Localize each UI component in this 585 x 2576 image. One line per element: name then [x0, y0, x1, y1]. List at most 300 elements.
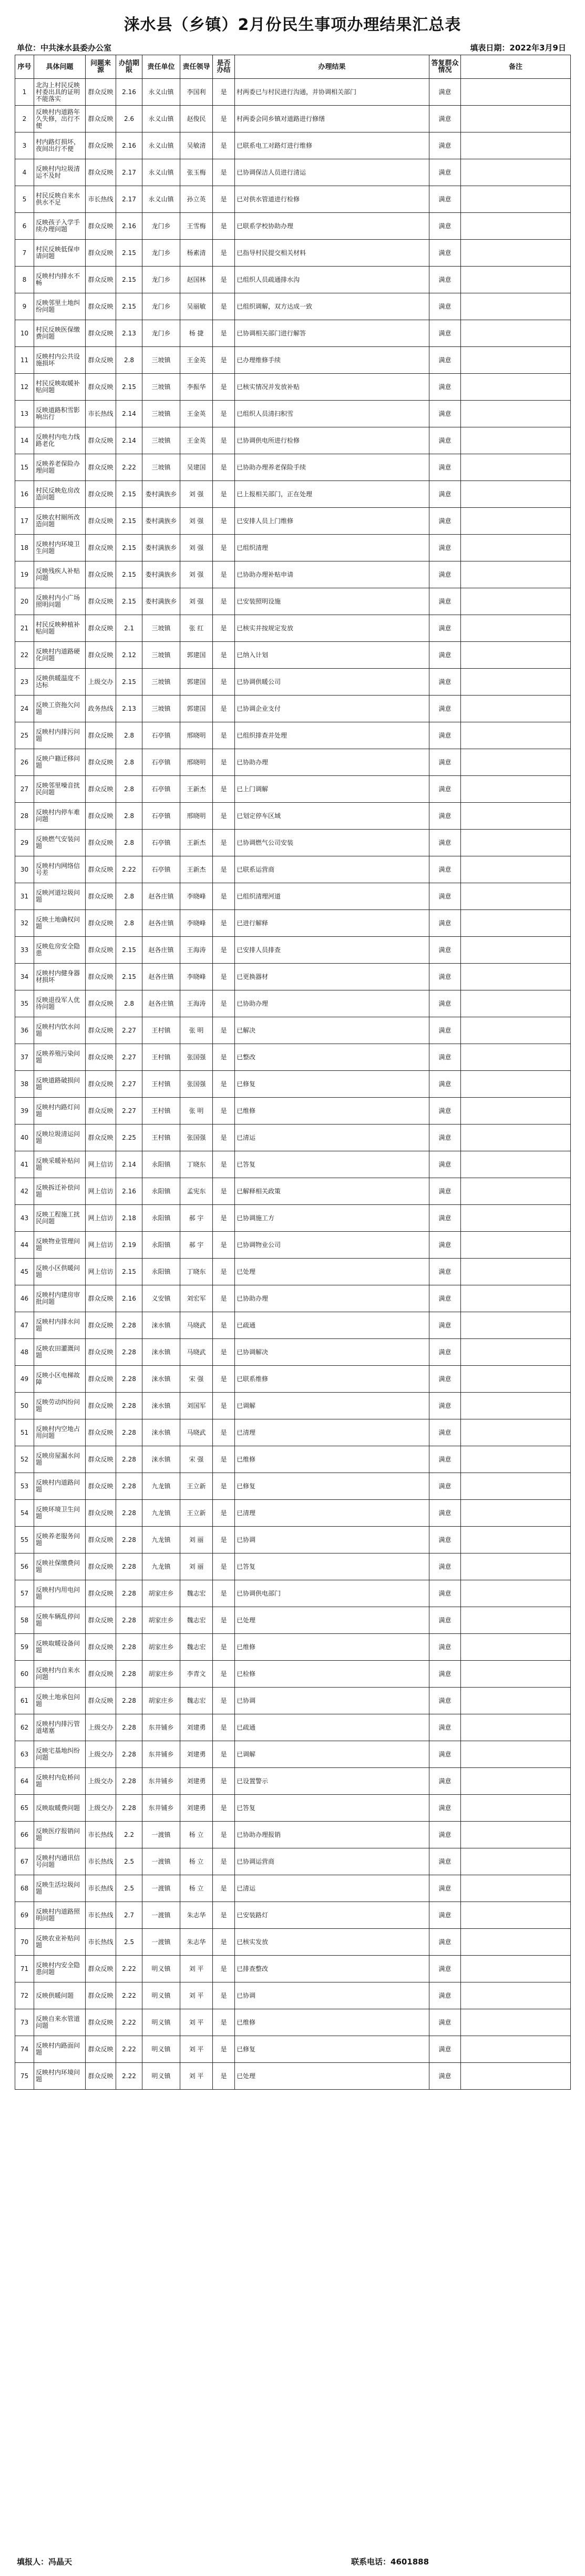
table-row	[15, 1178, 571, 1205]
cell-done: 是	[213, 937, 235, 964]
cell-reply: 满意	[429, 1688, 461, 1714]
cell-result: 已核实情况并发放补贴	[235, 374, 429, 401]
cell-source: 群众反映	[86, 910, 116, 937]
cell-unit: 胡家庄乡	[142, 1661, 180, 1688]
cell-done: 是	[213, 2009, 235, 2036]
cell-unit: 东井铺乡	[142, 1795, 180, 1822]
cell-leader: 孙立英	[180, 186, 213, 213]
cell-done: 是	[213, 1875, 235, 1902]
cell-deadline: 2.28	[116, 1553, 142, 1580]
cell-result: 已协调解决	[235, 1339, 429, 1366]
cell-reply: 满意	[429, 1419, 461, 1446]
cell-note	[461, 320, 571, 347]
cell-reply: 满意	[429, 883, 461, 910]
cell-note	[461, 696, 571, 722]
cell-deadline: 2.16	[116, 132, 142, 159]
contact-phone: 联系电话：4601888	[351, 2557, 429, 2567]
results-table	[15, 55, 571, 2090]
cell-note	[461, 1044, 571, 1071]
cell-unit: 永阳镇	[142, 1205, 180, 1232]
table-row	[15, 1580, 571, 1607]
cell-done: 是	[213, 1768, 235, 1795]
page-title: 涞水县（乡镇）2月份民生事项办理结果汇总表	[124, 16, 461, 34]
cell-unit: 明义镇	[142, 2063, 180, 2090]
cell-leader: 李晓峰	[180, 964, 213, 990]
cell-reply: 满意	[429, 1098, 461, 1125]
cell-deadline: 2.22	[116, 2063, 142, 2090]
table-row	[15, 776, 571, 803]
cell-reply: 满意	[429, 1446, 461, 1473]
cell-reply: 满意	[429, 856, 461, 883]
cell-note	[461, 106, 571, 132]
cell-done: 是	[213, 1419, 235, 1446]
cell-result: 已协助办理	[235, 1285, 429, 1312]
cell-leader: 张国强	[180, 1044, 213, 1071]
cell-note	[461, 79, 571, 106]
cell-unit: 龙门乡	[142, 293, 180, 320]
cell-note	[461, 588, 571, 615]
cell-note	[461, 1500, 571, 1527]
table-row	[15, 1259, 571, 1285]
table-header-row	[15, 55, 571, 79]
cell-leader: 邢晓明	[180, 749, 213, 776]
cell-source: 群众反映	[86, 2036, 116, 2063]
cell-result: 已答复	[235, 1795, 429, 1822]
cell-reply: 满意	[429, 132, 461, 159]
cell-unit: 永义山镇	[142, 106, 180, 132]
table-row	[15, 79, 571, 106]
cell-source: 群众反映	[86, 106, 116, 132]
cell-source: 政务热线	[86, 696, 116, 722]
cell-note	[461, 1151, 571, 1178]
cell-source: 网上信访	[86, 1178, 116, 1205]
table-row	[15, 1017, 571, 1044]
cell-note	[461, 937, 571, 964]
cell-reply: 满意	[429, 1768, 461, 1795]
cell-note	[461, 1285, 571, 1312]
table-row	[15, 1741, 571, 1768]
table-row	[15, 1848, 571, 1875]
cell-leader: 李晓峰	[180, 883, 213, 910]
cell-source: 群众反映	[86, 1634, 116, 1661]
cell-note	[461, 803, 571, 830]
cell-note	[461, 1312, 571, 1339]
cell-note	[461, 722, 571, 749]
cell-result: 已协调供电部门	[235, 1580, 429, 1607]
cell-leader: 丁晓东	[180, 1259, 213, 1285]
cell-result: 已协调燃气公司安装	[235, 830, 429, 856]
cell-deadline: 2.8	[116, 776, 142, 803]
cell-reply: 满意	[429, 1714, 461, 1741]
cell-reply: 满意	[429, 2036, 461, 2063]
cell-deadline: 2.28	[116, 1714, 142, 1741]
cell-leader: 郭建国	[180, 642, 213, 669]
table-row	[15, 1419, 571, 1446]
cell-note	[461, 1875, 571, 1902]
cell-issue: 反映河道垃圾问题	[34, 883, 86, 910]
cell-no: 7	[15, 240, 34, 267]
cell-source: 群众反映	[86, 1312, 116, 1339]
cell-note	[461, 1259, 571, 1285]
cell-unit: 东井铺乡	[142, 1741, 180, 1768]
cell-unit: 石亭镇	[142, 830, 180, 856]
cell-result: 已协调供电所进行检修	[235, 427, 429, 454]
cell-unit: 涞水镇	[142, 1393, 180, 1419]
cell-unit: 三坡镇	[142, 427, 180, 454]
cell-leader: 丁晓东	[180, 1151, 213, 1178]
table-row	[15, 1982, 571, 2009]
cell-unit: 永阳镇	[142, 1232, 180, 1259]
cell-leader: 王海涛	[180, 937, 213, 964]
cell-deadline: 2.8	[116, 990, 142, 1017]
cell-done: 是	[213, 910, 235, 937]
cell-note	[461, 1473, 571, 1500]
cell-reply: 满意	[429, 1607, 461, 1634]
cell-result: 已清理	[235, 1500, 429, 1527]
cell-no: 13	[15, 401, 34, 427]
cell-unit: 九龙镇	[142, 1553, 180, 1580]
cell-reply: 满意	[429, 293, 461, 320]
cell-deadline: 2.28	[116, 1607, 142, 1634]
cell-no: 28	[15, 803, 34, 830]
cell-note	[461, 1553, 571, 1580]
cell-issue: 反映供暖温度不达标	[34, 669, 86, 696]
cell-result: 已协调运营商	[235, 1848, 429, 1875]
cell-leader: 刘建勇	[180, 1741, 213, 1768]
cell-done: 是	[213, 213, 235, 240]
cell-done: 是	[213, 1125, 235, 1151]
cell-source: 市长热线	[86, 1902, 116, 1929]
table-row	[15, 320, 571, 347]
cell-result: 已修复	[235, 1473, 429, 1500]
cell-source: 市长热线	[86, 1929, 116, 1956]
cell-done: 是	[213, 1527, 235, 1553]
cell-reply: 满意	[429, 1232, 461, 1259]
cell-result: 已安装路灯	[235, 1902, 429, 1929]
table-row	[15, 1929, 571, 1956]
cell-issue: 反映村内危桥问题	[34, 1768, 86, 1795]
cell-source: 群众反映	[86, 79, 116, 106]
cell-no: 26	[15, 749, 34, 776]
cell-no: 24	[15, 696, 34, 722]
cell-no: 34	[15, 964, 34, 990]
cell-unit: 永阳镇	[142, 1259, 180, 1285]
table-row	[15, 1875, 571, 1902]
cell-result: 已清运	[235, 1875, 429, 1902]
cell-reply: 满意	[429, 722, 461, 749]
table-row	[15, 1768, 571, 1795]
cell-result: 已纳入计划	[235, 642, 429, 669]
cell-done: 是	[213, 1071, 235, 1098]
cell-unit: 王村镇	[142, 1017, 180, 1044]
cell-note	[461, 267, 571, 293]
cell-issue: 反映村内空地占用问题	[34, 1419, 86, 1446]
cell-done: 是	[213, 1553, 235, 1580]
cell-reply: 满意	[429, 1473, 461, 1500]
cell-deadline: 2.28	[116, 1473, 142, 1500]
table-row	[15, 1393, 571, 1419]
cell-done: 是	[213, 1232, 235, 1259]
cell-note	[461, 642, 571, 669]
cell-leader: 魏志宏	[180, 1634, 213, 1661]
cell-no: 70	[15, 1929, 34, 1956]
cell-deadline: 2.17	[116, 159, 142, 186]
table-row	[15, 990, 571, 1017]
cell-leader: 张 红	[180, 615, 213, 642]
cell-no: 55	[15, 1527, 34, 1553]
cell-reply: 满意	[429, 1017, 461, 1044]
cell-source: 群众反映	[86, 1580, 116, 1607]
cell-done: 是	[213, 159, 235, 186]
cell-leader: 魏志宏	[180, 1607, 213, 1634]
cell-reply: 满意	[429, 964, 461, 990]
cell-done: 是	[213, 588, 235, 615]
cell-no: 2	[15, 106, 34, 132]
cell-no: 8	[15, 267, 34, 293]
cell-unit: 赵各庄镇	[142, 910, 180, 937]
cell-no: 14	[15, 427, 34, 454]
cell-leader: 刘 强	[180, 535, 213, 561]
cell-deadline: 2.28	[116, 1688, 142, 1714]
cell-reply: 满意	[429, 213, 461, 240]
cell-result: 已协调	[235, 1688, 429, 1714]
cell-reply: 满意	[429, 267, 461, 293]
cell-done: 是	[213, 990, 235, 1017]
cell-leader: 郝 宇	[180, 1232, 213, 1259]
cell-no: 66	[15, 1822, 34, 1848]
cell-reply: 满意	[429, 1071, 461, 1098]
cell-unit: 明义镇	[142, 2036, 180, 2063]
cell-deadline: 2.27	[116, 1044, 142, 1071]
filler-name: 填报人：冯晶天	[17, 2557, 73, 2567]
cell-result: 已疏通	[235, 1714, 429, 1741]
cell-leader: 吴敏清	[180, 132, 213, 159]
cell-issue: 反映农田灌溉问题	[34, 1339, 86, 1366]
cell-issue: 反映生活垃圾问题	[34, 1875, 86, 1902]
table-row	[15, 159, 571, 186]
report-meta	[15, 39, 570, 55]
cell-deadline: 2.28	[116, 1527, 142, 1553]
cell-reply: 满意	[429, 1553, 461, 1580]
table-row	[15, 508, 571, 535]
table-row	[15, 267, 571, 293]
cell-leader: 王立新	[180, 1473, 213, 1500]
cell-issue: 村民反映医保缴费问题	[34, 320, 86, 347]
cell-no: 37	[15, 1044, 34, 1071]
cell-no: 32	[15, 910, 34, 937]
cell-issue: 反映村内公共设施损坏	[34, 347, 86, 374]
cell-source: 群众反映	[86, 1125, 116, 1151]
cell-reply: 满意	[429, 1312, 461, 1339]
cell-note	[461, 240, 571, 267]
cell-issue: 反映村内排污管道堵塞	[34, 1714, 86, 1741]
cell-result: 已安排人员上门维修	[235, 508, 429, 535]
cell-result: 已组织清理河道	[235, 883, 429, 910]
cell-reply: 满意	[429, 1902, 461, 1929]
table-row	[15, 293, 571, 320]
cell-reply: 满意	[429, 669, 461, 696]
cell-issue: 反映宅基地纠纷问题	[34, 1741, 86, 1768]
cell-result: 已组织人员疏通排水沟	[235, 267, 429, 293]
cell-leader: 刘 强	[180, 561, 213, 588]
cell-done: 是	[213, 240, 235, 267]
cell-note	[461, 1178, 571, 1205]
table-row	[15, 856, 571, 883]
cell-leader: 吴建国	[180, 454, 213, 481]
cell-leader: 王金英	[180, 347, 213, 374]
table-row	[15, 1688, 571, 1714]
cell-issue: 反映车辆乱停问题	[34, 1607, 86, 1634]
cell-note	[461, 1929, 571, 1956]
cell-source: 上级交办	[86, 669, 116, 696]
cell-note	[461, 1634, 571, 1661]
cell-reply: 满意	[429, 186, 461, 213]
table-row	[15, 2063, 571, 2090]
cell-unit: 一渡镇	[142, 1822, 180, 1848]
cell-issue: 反映农业补贴问题	[34, 1929, 86, 1956]
cell-done: 是	[213, 1500, 235, 1527]
cell-no: 29	[15, 830, 34, 856]
table-row	[15, 1661, 571, 1688]
cell-issue: 北沟上村民反映村委出具的证明不能落实	[34, 79, 86, 106]
cell-unit: 三坡镇	[142, 401, 180, 427]
cell-unit: 胡家庄乡	[142, 1607, 180, 1634]
cell-no: 60	[15, 1661, 34, 1688]
cell-reply: 满意	[429, 749, 461, 776]
table-row	[15, 535, 571, 561]
cell-unit: 石亭镇	[142, 776, 180, 803]
table-row	[15, 481, 571, 508]
cell-no: 64	[15, 1768, 34, 1795]
cell-reply: 满意	[429, 320, 461, 347]
cell-no: 57	[15, 1580, 34, 1607]
header-source: 问题来源	[86, 55, 116, 79]
cell-done: 是	[213, 883, 235, 910]
cell-unit: 永义山镇	[142, 159, 180, 186]
cell-reply: 满意	[429, 1125, 461, 1151]
cell-no: 58	[15, 1607, 34, 1634]
cell-unit: 三坡镇	[142, 696, 180, 722]
cell-leader: 张 明	[180, 1017, 213, 1044]
cell-issue: 反映村内排水问题	[34, 1312, 86, 1339]
cell-note	[461, 454, 571, 481]
cell-source: 群众反映	[86, 615, 116, 642]
cell-unit: 石亭镇	[142, 722, 180, 749]
cell-source: 市长热线	[86, 1822, 116, 1848]
table-row	[15, 1634, 571, 1661]
table-row	[15, 1044, 571, 1071]
table-row	[15, 1607, 571, 1634]
cell-source: 群众反映	[86, 374, 116, 401]
cell-source: 群众反映	[86, 132, 116, 159]
cell-done: 是	[213, 347, 235, 374]
cell-issue: 反映孩子入学手续办理问题	[34, 213, 86, 240]
cell-done: 是	[213, 1017, 235, 1044]
cell-source: 群众反映	[86, 937, 116, 964]
cell-unit: 三坡镇	[142, 347, 180, 374]
cell-unit: 三坡镇	[142, 669, 180, 696]
cell-issue: 反映采暖补贴问题	[34, 1151, 86, 1178]
cell-source: 群众反映	[86, 1661, 116, 1688]
cell-unit: 王村镇	[142, 1098, 180, 1125]
cell-deadline: 2.15	[116, 535, 142, 561]
cell-no: 1	[15, 79, 34, 106]
table-row	[15, 427, 571, 454]
cell-result: 已排查整改	[235, 1956, 429, 1982]
cell-deadline: 2.5	[116, 1875, 142, 1902]
cell-no: 46	[15, 1285, 34, 1312]
cell-result: 已整改	[235, 1044, 429, 1071]
cell-deadline: 2.15	[116, 481, 142, 508]
cell-note	[461, 1098, 571, 1125]
cell-result: 已组织清理	[235, 535, 429, 561]
cell-done: 是	[213, 1688, 235, 1714]
cell-leader: 马晓武	[180, 1419, 213, 1446]
cell-reply: 满意	[429, 454, 461, 481]
cell-no: 17	[15, 508, 34, 535]
cell-unit: 永义山镇	[142, 186, 180, 213]
cell-source: 群众反映	[86, 588, 116, 615]
cell-no: 31	[15, 883, 34, 910]
cell-source: 群众反映	[86, 481, 116, 508]
cell-issue: 反映村内路面问题	[34, 2036, 86, 2063]
cell-issue: 反映工程施工扰民问题	[34, 1205, 86, 1232]
cell-leader: 王金英	[180, 427, 213, 454]
cell-issue: 反映取暖费问题	[34, 1795, 86, 1822]
table-row	[15, 2036, 571, 2063]
cell-unit: 涞水镇	[142, 1339, 180, 1366]
cell-deadline: 2.28	[116, 1741, 142, 1768]
cell-issue: 反映村内安全隐患问题	[34, 1956, 86, 1982]
cell-deadline: 2.8	[116, 830, 142, 856]
cell-leader: 刘建勇	[180, 1768, 213, 1795]
cell-deadline: 2.27	[116, 1017, 142, 1044]
cell-done: 是	[213, 535, 235, 561]
cell-note	[461, 615, 571, 642]
cell-unit: 石亭镇	[142, 856, 180, 883]
cell-leader: 李振华	[180, 374, 213, 401]
cell-no: 61	[15, 1688, 34, 1714]
cell-done: 是	[213, 696, 235, 722]
cell-no: 27	[15, 776, 34, 803]
cell-deadline: 2.25	[116, 1125, 142, 1151]
cell-result: 已处理	[235, 1607, 429, 1634]
cell-done: 是	[213, 1607, 235, 1634]
cell-result: 村两委已与村民进行沟通，并协调相关部门	[235, 79, 429, 106]
cell-result: 已进行解释	[235, 910, 429, 937]
cell-done: 是	[213, 267, 235, 293]
cell-leader: 刘建勇	[180, 1714, 213, 1741]
cell-deadline: 2.8	[116, 883, 142, 910]
cell-deadline: 2.7	[116, 1902, 142, 1929]
cell-done: 是	[213, 508, 235, 535]
table-row	[15, 669, 571, 696]
cell-source: 群众反映	[86, 427, 116, 454]
cell-source: 群众反映	[86, 1366, 116, 1393]
cell-result: 已核实发放	[235, 1929, 429, 1956]
cell-result: 已协调施工方	[235, 1205, 429, 1232]
cell-issue: 反映村内路灯问题	[34, 1098, 86, 1125]
cell-done: 是	[213, 722, 235, 749]
cell-no: 33	[15, 937, 34, 964]
cell-note	[461, 132, 571, 159]
cell-reply: 满意	[429, 1982, 461, 2009]
cell-source: 群众反映	[86, 1393, 116, 1419]
cell-note	[461, 2063, 571, 2090]
cell-issue: 反映养老服务问题	[34, 1527, 86, 1553]
cell-leader: 郭建国	[180, 669, 213, 696]
cell-source: 网上信访	[86, 1232, 116, 1259]
